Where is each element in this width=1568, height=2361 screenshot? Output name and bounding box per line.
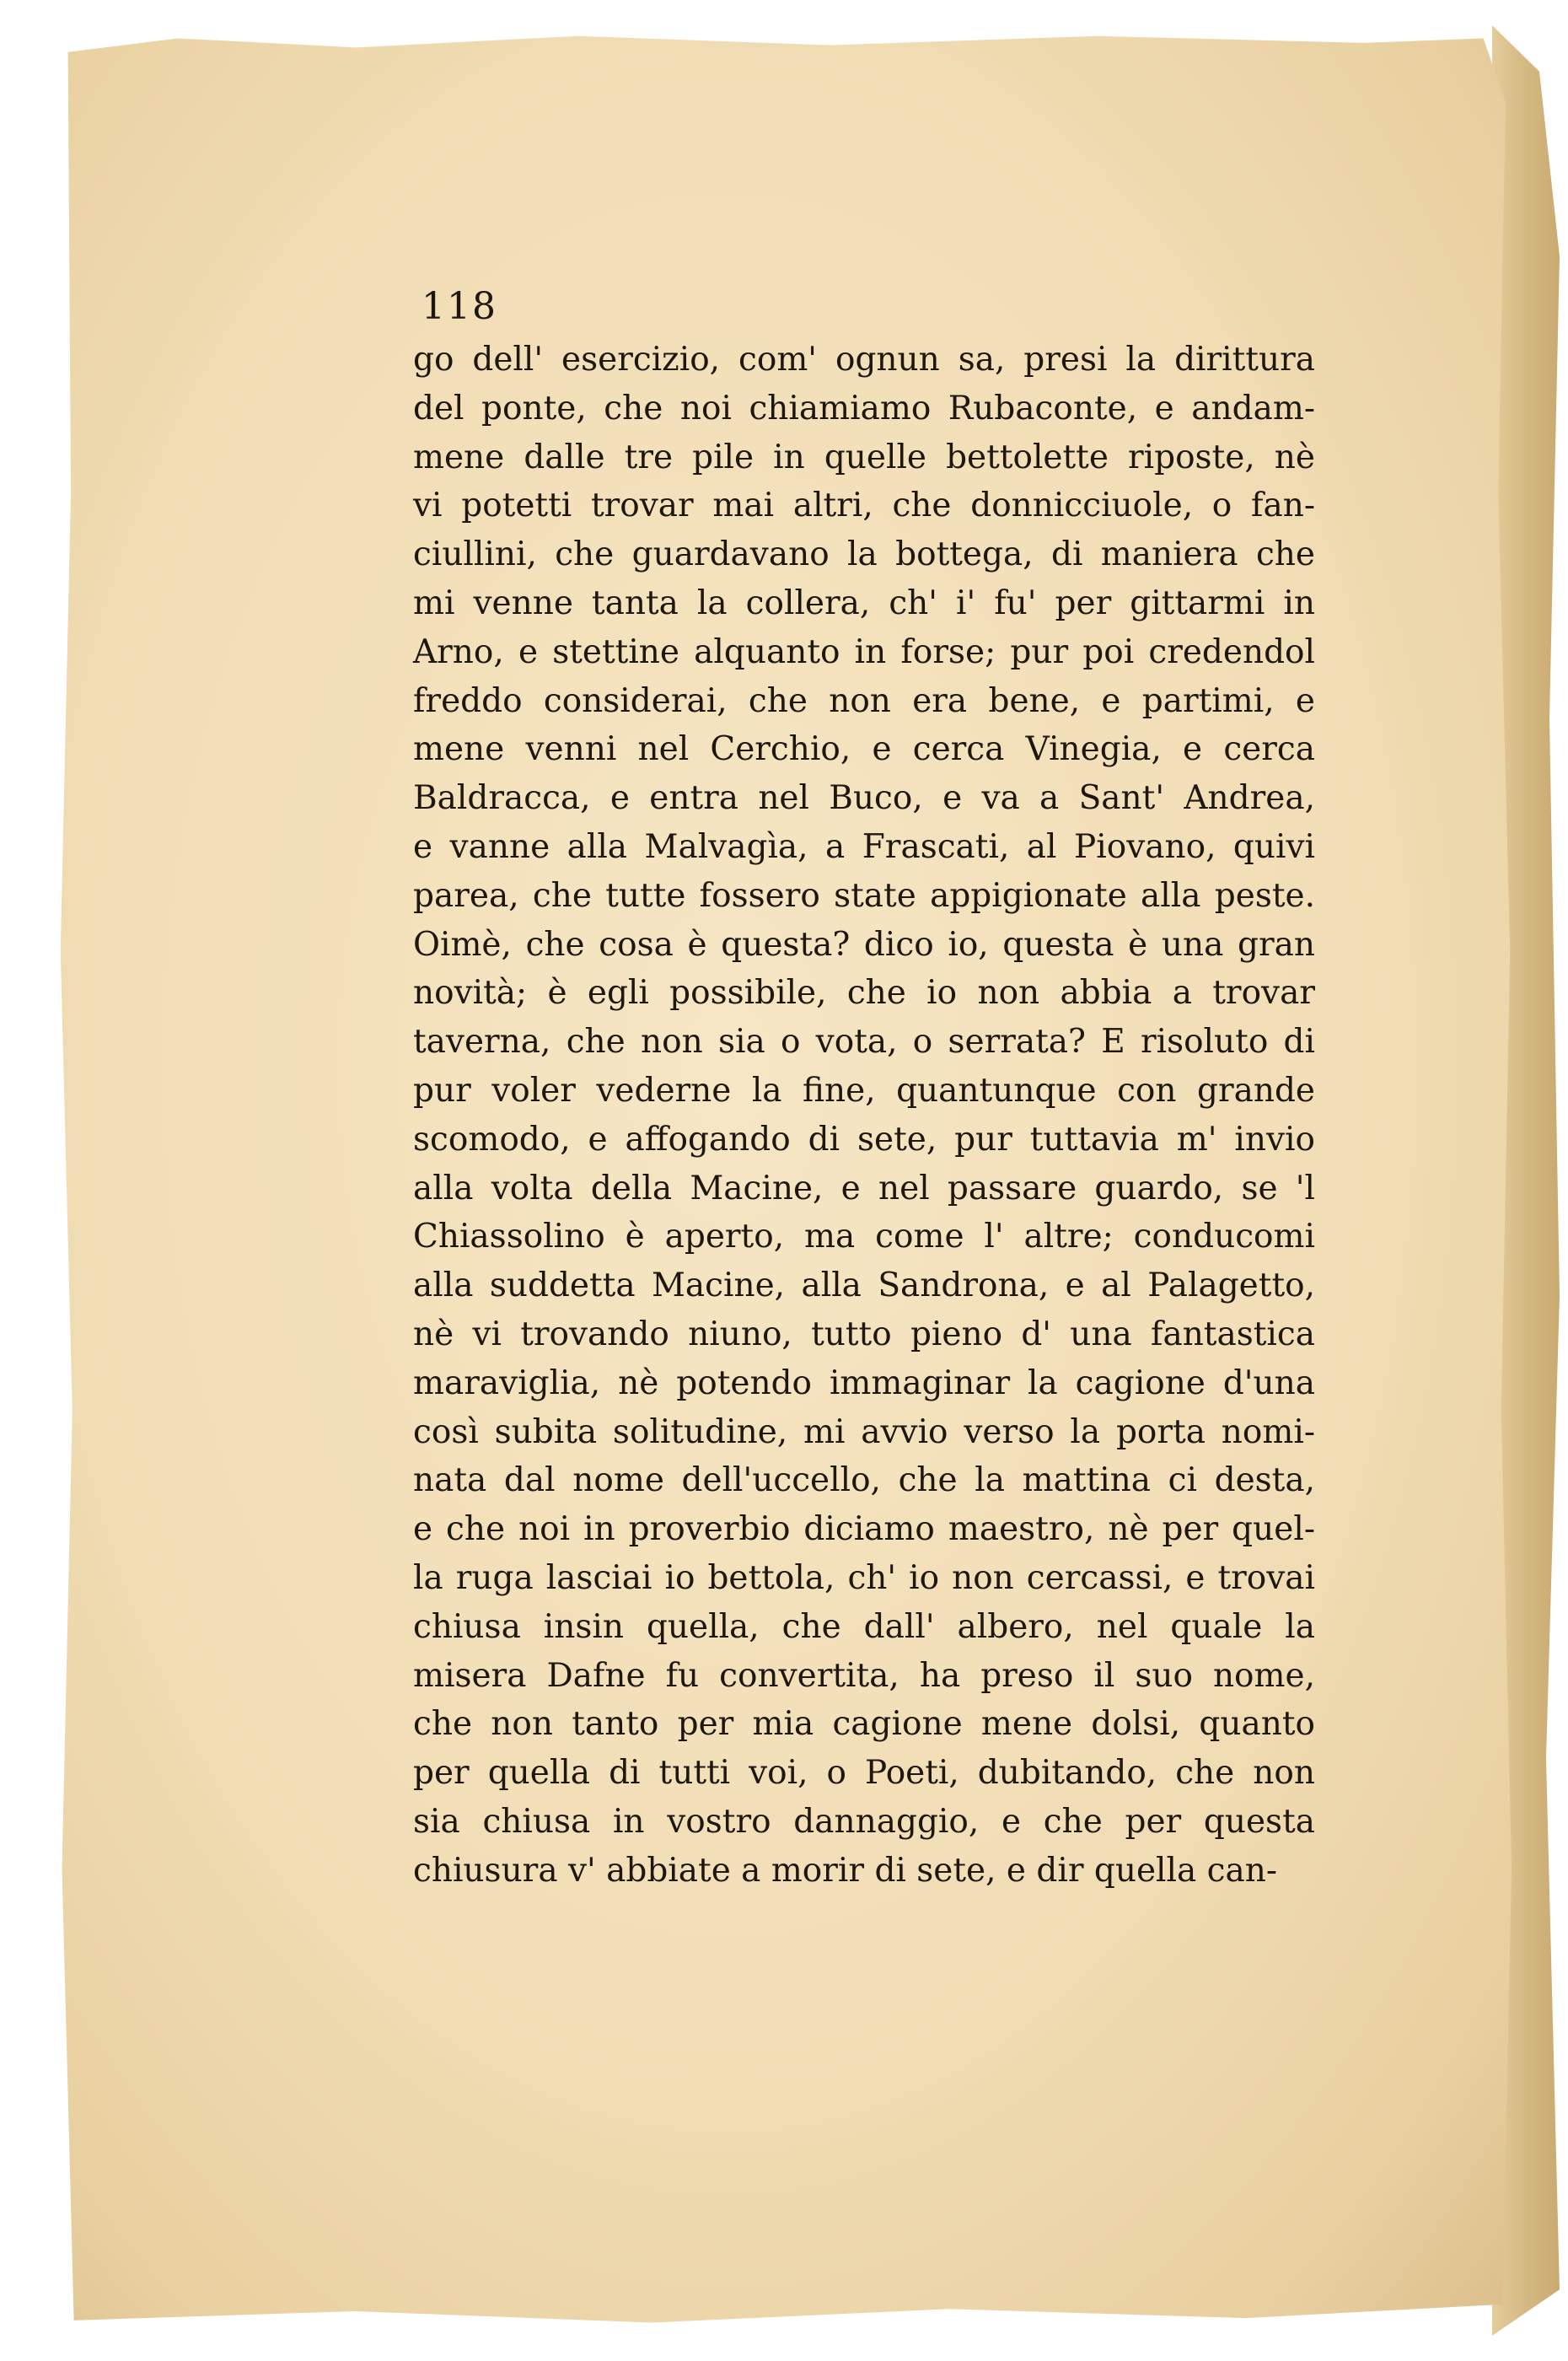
text-line: e vanne alla Malvagìa, a Frascati, al Piovano, quivi bbox=[413, 827, 1315, 866]
text-line: e che noi in proverbio diciamo maestro, nè per quel- bbox=[413, 1510, 1315, 1549]
text-line: maraviglia, nè potendo immaginar la cagione d'una bbox=[413, 1363, 1315, 1402]
text-line: nata dal nome dell'uccello, che la mattina ci desta, bbox=[413, 1461, 1315, 1500]
text-line: freddo considerai, che non era bene, e partimi, e bbox=[413, 681, 1315, 720]
text-line: che non tanto per mia cagione mene dolsi, quanto bbox=[413, 1705, 1315, 1744]
text-line: novità; è egli possibile, che io non abbia a trovar bbox=[413, 974, 1315, 1013]
text-line: go dell' esercizio, com' ognun sa, presi la dirittura bbox=[413, 341, 1315, 379]
text-line: alla volta della Macine, e nel passare guardo, se 'l bbox=[413, 1169, 1315, 1207]
text-line: parea, che tutte fossero state appigionate alla peste. bbox=[413, 876, 1315, 915]
page-number: 118 bbox=[422, 285, 497, 328]
text-line: pur voler vederne la fine, quantunque con grande bbox=[413, 1071, 1315, 1110]
text-line: misera Dafne fu convertita, ha preso il suo nome, bbox=[413, 1656, 1315, 1695]
text-line: mi venne tanta la collera, ch' i' fu' per gittarmi in bbox=[413, 584, 1315, 622]
text-line: Arno, e stettine alquanto in forse; pur poi credendol bbox=[413, 632, 1315, 671]
page-text bbox=[413, 336, 1315, 1896]
text-line: nè vi trovando niuno, tutto pieno d' una fantastica bbox=[413, 1315, 1315, 1353]
text-line: chiusa insin quella, che dall' albero, nel quale la bbox=[413, 1607, 1315, 1646]
text-line: taverna, che non sia o vota, o serrata? E risoluto di bbox=[413, 1023, 1315, 1062]
text-line: Chiassolino è aperto, ma come l' altre; conducomi bbox=[413, 1218, 1315, 1256]
text-line: chiusura v' abbiate a morir di sete, e dir quella can- bbox=[413, 1851, 1278, 1890]
text-line: Baldracca, e entra nel Buco, e va a Sant' Andrea, bbox=[413, 779, 1315, 818]
text-line: così subita solitudine, mi avvio verso la porta nomi- bbox=[413, 1412, 1315, 1451]
text-line: ciullini, che guardavano la bottega, di maniera che bbox=[413, 535, 1315, 574]
text-line: per quella di tutti voi, o Poeti, dubitando, che non bbox=[413, 1754, 1315, 1793]
text-line: scomodo, e affogando di sete, pur tuttavia m' invio bbox=[413, 1120, 1315, 1159]
text-line: vi potetti trovar mai altri, che donnicciuole, o fan- bbox=[413, 487, 1315, 525]
text-line: alla suddetta Macine, alla Sandrona, e al Palagetto, bbox=[413, 1267, 1315, 1305]
text-line: la ruga lasciai io bettola, ch' io non cercassi, e trovai bbox=[413, 1558, 1315, 1597]
text-line: Oimè, che cosa è questa? dico io, questa è una gran bbox=[413, 925, 1315, 964]
text-line: del ponte, che noi chiamiamo Rubaconte, e andam- bbox=[413, 389, 1315, 428]
text-line: mene dalle tre pile in quelle bettolette riposte, nè bbox=[413, 438, 1315, 476]
text-line: sia chiusa in vostro dannaggio, e che per questa bbox=[413, 1802, 1315, 1841]
text-line: mene venni nel Cerchio, e cerca Vinegia, e cerca bbox=[413, 730, 1315, 769]
